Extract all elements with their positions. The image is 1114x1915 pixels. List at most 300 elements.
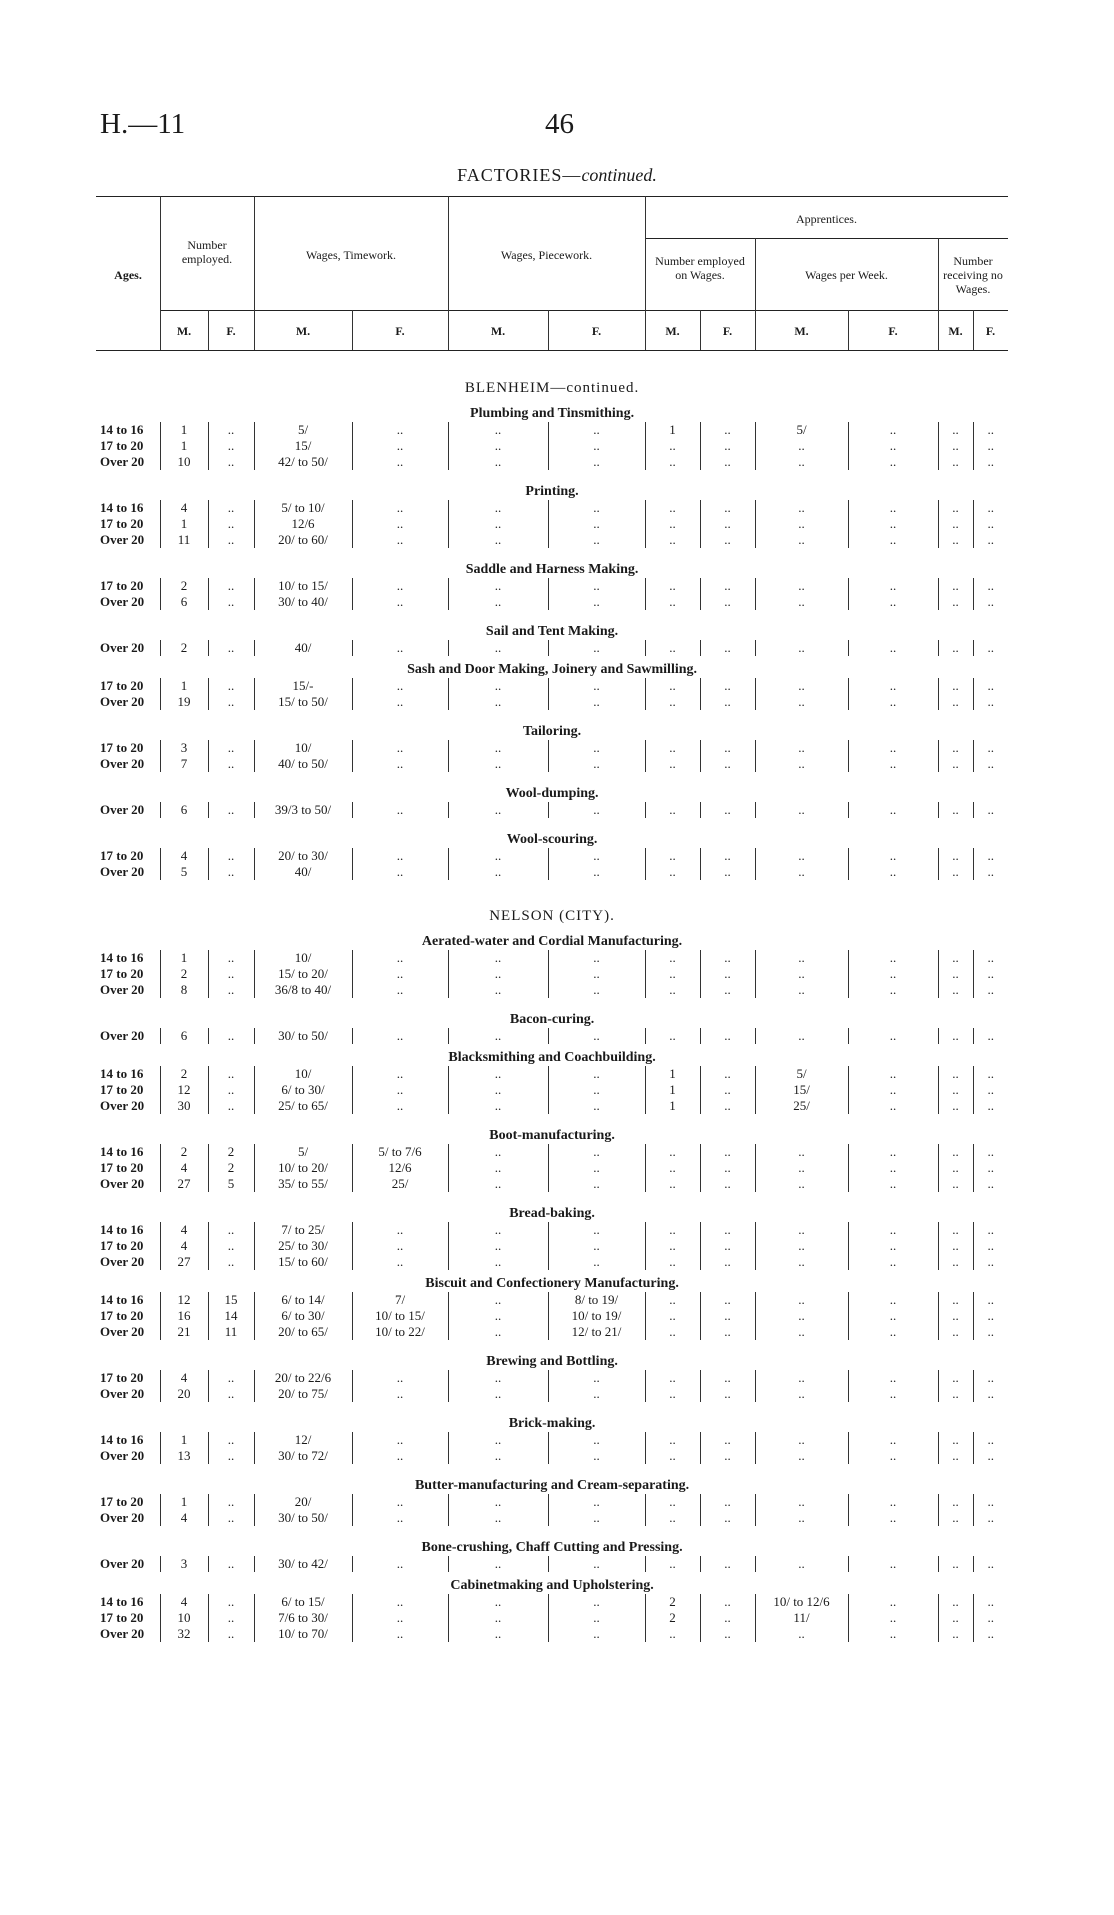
table-row (96, 1324, 1008, 1340)
timework-female-cell: .. (352, 1594, 448, 1610)
employed-male-cell: 4 (160, 1510, 208, 1526)
table-row (96, 1610, 1008, 1626)
employed-female-cell: .. (208, 454, 254, 470)
apprentice-number-male-cell: .. (645, 578, 700, 594)
piecework-male-cell: .. (448, 1160, 548, 1176)
employed-male-cell: 27 (160, 1176, 208, 1192)
age-cell: Over 20 (100, 1386, 145, 1401)
apprentice-wage-male-cell: .. (755, 1386, 848, 1402)
piecework-male-cell: .. (448, 848, 548, 864)
employed-female-cell: .. (208, 1556, 254, 1572)
timework-female-cell: .. (352, 802, 448, 818)
piecework-female-cell: .. (548, 1160, 645, 1176)
no-wage-male-cell: .. (938, 422, 973, 438)
apprentice-wage-female-cell: .. (848, 438, 938, 454)
piecework-male-cell: .. (448, 1370, 548, 1386)
apprentice-wage-male-cell: .. (755, 500, 848, 516)
age-cell: Over 20 (100, 640, 145, 655)
timework-female-cell: .. (352, 1066, 448, 1082)
apprentice-number-female-cell: .. (700, 864, 755, 880)
apprentices-wages-header: Wages per Week. (805, 268, 888, 282)
employed-female-cell: .. (208, 1370, 254, 1386)
age-cell: 14 to 16 (100, 950, 144, 965)
employed-male-cell: 1 (160, 1432, 208, 1448)
apprentice-number-male-cell: 1 (645, 1066, 700, 1082)
age-cell: 17 to 20 (100, 1160, 144, 1175)
employed-male-cell: 1 (160, 516, 208, 532)
industry-heading: Tailoring. (522, 724, 582, 739)
apprentice-number-female-cell: .. (700, 966, 755, 982)
table-row (96, 500, 1008, 516)
timework-male-cell: 15/- (254, 678, 352, 694)
male-subheader: M. (176, 324, 192, 338)
piecework-male-cell: .. (448, 1292, 548, 1308)
no-wage-male-cell: .. (938, 1494, 973, 1510)
apprentice-wage-male-cell: .. (755, 1028, 848, 1044)
timework-female-cell: .. (352, 594, 448, 610)
piecework-female-cell: .. (548, 1610, 645, 1626)
timework-male-cell: 30/ to 50/ (254, 1028, 352, 1044)
timework-female-cell: .. (352, 848, 448, 864)
employed-male-cell: 1 (160, 438, 208, 454)
male-subheader: M. (948, 324, 963, 338)
employed-female-cell: .. (208, 578, 254, 594)
timework-male-cell: 10/ to 70/ (254, 1626, 352, 1642)
apprentice-number-female-cell: .. (700, 594, 755, 610)
apprentice-wage-male-cell: .. (755, 1160, 848, 1176)
apprentice-wage-female-cell: .. (848, 1098, 938, 1114)
apprentice-wage-female-cell: .. (848, 694, 938, 710)
apprentice-wage-female-cell: .. (848, 982, 938, 998)
no-wage-male-cell: .. (938, 1594, 973, 1610)
apprentice-number-male-cell: .. (645, 864, 700, 880)
table-row (96, 1308, 1008, 1324)
timework-male-cell: 10/ to 15/ (254, 578, 352, 594)
apprentice-number-female-cell: .. (700, 1066, 755, 1082)
apprentice-wage-male-cell: 11/ (755, 1610, 848, 1626)
timework-male-cell: 20/ to 30/ (254, 848, 352, 864)
no-wage-male-cell: .. (938, 950, 973, 966)
apprentice-number-male-cell: .. (645, 1176, 700, 1192)
table-row (96, 802, 1008, 818)
apprentice-wage-female-cell: .. (848, 594, 938, 610)
no-wage-male-cell: .. (938, 678, 973, 694)
apprentice-wage-female-cell: .. (848, 1238, 938, 1254)
apprentice-wage-male-cell: .. (755, 1308, 848, 1324)
category-heading-row (96, 1534, 1008, 1556)
no-wage-male-cell: .. (938, 1510, 973, 1526)
age-cell: 17 to 20 (100, 1494, 144, 1509)
table-row (96, 578, 1008, 594)
apprentice-wage-male-cell: .. (755, 1324, 848, 1340)
page-title: FACTORIES—continued. (457, 165, 657, 185)
employed-male-cell: 10 (160, 454, 208, 470)
apprentice-number-female-cell: .. (700, 1510, 755, 1526)
timework-male-cell: 5/ (254, 1144, 352, 1160)
apprentice-number-male-cell: .. (645, 516, 700, 532)
piecework-male-cell: .. (448, 1308, 548, 1324)
apprentices-rule (645, 238, 1008, 239)
apprentice-wage-male-cell: .. (755, 438, 848, 454)
timework-female-cell: .. (352, 500, 448, 516)
no-wage-male-cell: .. (938, 640, 973, 656)
timework-male-cell: 10/ (254, 950, 352, 966)
apprentice-number-female-cell: .. (700, 422, 755, 438)
spacer-row (96, 1192, 1008, 1200)
apprentice-number-female-cell: .. (700, 1144, 755, 1160)
age-cell: 17 to 20 (100, 1610, 144, 1625)
employed-male-cell: 4 (160, 500, 208, 516)
apprentice-wage-female-cell: .. (848, 1324, 938, 1340)
apprentice-number-female-cell: .. (700, 950, 755, 966)
apprentice-wage-female-cell: .. (848, 578, 938, 594)
apprentice-number-female-cell: .. (700, 1028, 755, 1044)
timework-female-cell: .. (352, 422, 448, 438)
industry-heading: Blacksmithing and Coachbuilding. (448, 1050, 656, 1065)
piecework-female-cell: .. (548, 1098, 645, 1114)
piecework-female-cell: .. (548, 1238, 645, 1254)
apprentice-wage-female-cell: .. (848, 1308, 938, 1324)
table-row (96, 1222, 1008, 1238)
employed-female-cell: .. (208, 756, 254, 772)
age-cell: Over 20 (100, 1028, 145, 1043)
piecework-male-cell: .. (448, 1144, 548, 1160)
header-top-rule (96, 196, 1008, 197)
employed-male-cell: 4 (160, 1370, 208, 1386)
no-wage-female-cell: .. (973, 640, 1008, 656)
apprentice-number-female-cell: .. (700, 516, 755, 532)
spacer-row (96, 710, 1008, 718)
no-wage-female-cell: .. (973, 1386, 1008, 1402)
apprentice-number-male-cell: .. (645, 802, 700, 818)
timework-male-cell: 7/ to 25/ (254, 1222, 352, 1238)
piecework-male-cell: .. (448, 594, 548, 610)
table-row (96, 1510, 1008, 1526)
apprentice-number-female-cell: .. (700, 1254, 755, 1270)
apprentice-number-male-cell: .. (645, 640, 700, 656)
no-wage-female-cell: .. (973, 516, 1008, 532)
timework-male-cell: 30/ to 40/ (254, 594, 352, 610)
ages-header: Ages. (114, 268, 142, 282)
piecework-female-cell: .. (548, 1386, 645, 1402)
category-heading-row (96, 718, 1008, 740)
apprentice-number-male-cell: .. (645, 438, 700, 454)
industry-heading: Sail and Tent Making. (485, 624, 619, 639)
no-wage-female-cell: .. (973, 982, 1008, 998)
timework-female-cell: .. (352, 516, 448, 532)
timework-female-cell: .. (352, 454, 448, 470)
apprentice-wage-female-cell: .. (848, 1432, 938, 1448)
apprentice-number-female-cell: .. (700, 1082, 755, 1098)
employed-female-cell: .. (208, 1594, 254, 1610)
age-cell: Over 20 (100, 532, 145, 547)
no-wage-male-cell: .. (938, 1370, 973, 1386)
age-cell: Over 20 (100, 694, 145, 709)
no-wage-male-cell: .. (938, 1066, 973, 1082)
factories-table (96, 352, 1008, 1642)
employed-female-cell: .. (208, 982, 254, 998)
age-cell: 17 to 20 (100, 848, 144, 863)
male-subheader: M. (295, 324, 311, 338)
no-wage-female-cell: .. (973, 1448, 1008, 1464)
age-cell: Over 20 (100, 1556, 145, 1571)
employed-male-cell: 2 (160, 1066, 208, 1082)
timework-male-cell: 5/ (254, 422, 352, 438)
timework-male-cell: 42/ to 50/ (254, 454, 352, 470)
employed-male-cell: 1 (160, 678, 208, 694)
apprentice-number-female-cell: .. (700, 694, 755, 710)
piecework-male-cell: .. (448, 756, 548, 772)
apprentice-wage-female-cell: .. (848, 1370, 938, 1386)
apprentice-number-male-cell: .. (645, 1222, 700, 1238)
no-wage-male-cell: .. (938, 500, 973, 516)
timework-male-cell: 25/ to 65/ (254, 1098, 352, 1114)
no-wage-female-cell: .. (973, 1308, 1008, 1324)
apprentice-number-female-cell: .. (700, 1160, 755, 1176)
female-subheader: F. (985, 324, 996, 338)
piecework-female-cell: .. (548, 848, 645, 864)
no-wage-male-cell: .. (938, 594, 973, 610)
apprentice-number-male-cell: .. (645, 1308, 700, 1324)
apprentice-wage-male-cell: .. (755, 802, 848, 818)
spacer-cell (96, 710, 1008, 718)
employed-male-cell: 32 (160, 1626, 208, 1642)
industry-heading: Bacon-curing. (509, 1012, 595, 1027)
industry-heading: Biscuit and Confectionery Manufacturing. (425, 1276, 679, 1291)
no-wage-male-cell: .. (938, 694, 973, 710)
employed-male-cell: 12 (160, 1082, 208, 1098)
piecework-female-cell: .. (548, 950, 645, 966)
category-heading-row (96, 478, 1008, 500)
industry-heading: Bread-baking. (509, 1206, 595, 1221)
age-cell: 17 to 20 (100, 740, 144, 755)
no-wage-male-cell: .. (938, 1222, 973, 1238)
apprentice-wage-male-cell: .. (755, 594, 848, 610)
timework-female-cell: .. (352, 756, 448, 772)
age-cell: Over 20 (100, 1626, 145, 1641)
category-heading-row (96, 1572, 1008, 1594)
piecework-male-cell: .. (448, 1494, 548, 1510)
age-cell: 17 to 20 (100, 1082, 144, 1097)
apprentice-wage-male-cell: .. (755, 516, 848, 532)
no-wage-female-cell: .. (973, 1292, 1008, 1308)
apprentices-header: Apprentices. (796, 212, 857, 226)
piecework-female-cell: .. (548, 1370, 645, 1386)
age-cell: 17 to 20 (100, 1238, 144, 1253)
employed-female-cell: 14 (208, 1308, 254, 1324)
timework-male-cell: 20/ to 65/ (254, 1324, 352, 1340)
no-wage-female-cell: .. (973, 1494, 1008, 1510)
table-row (96, 422, 1008, 438)
category-heading-row (96, 1270, 1008, 1292)
category-heading-row (96, 1044, 1008, 1066)
table-row (96, 1594, 1008, 1610)
no-wage-female-cell: .. (973, 864, 1008, 880)
table-row (96, 1556, 1008, 1572)
piecework-male-cell: .. (448, 1066, 548, 1082)
timework-male-cell: 20/ (254, 1494, 352, 1510)
employed-female-cell: .. (208, 594, 254, 610)
no-wage-male-cell: .. (938, 1176, 973, 1192)
apprentice-number-female-cell: .. (700, 532, 755, 548)
apprentice-wage-male-cell: .. (755, 1238, 848, 1254)
piecework-female-cell: .. (548, 1082, 645, 1098)
timework-female-cell: .. (352, 1556, 448, 1572)
age-cell: 14 to 16 (100, 1292, 144, 1307)
timework-female-cell: .. (352, 694, 448, 710)
age-cell: 17 to 20 (100, 966, 144, 981)
piecework-male-cell: .. (448, 422, 548, 438)
no-wage-male-cell: .. (938, 1098, 973, 1114)
table-row (96, 1082, 1008, 1098)
age-cell: 17 to 20 (100, 438, 144, 453)
timework-male-cell: 6/ to 30/ (254, 1082, 352, 1098)
apprentice-number-male-cell: .. (645, 966, 700, 982)
district-heading: BLENHEIM—continued. (464, 380, 640, 396)
timework-male-cell: 15/ (254, 438, 352, 454)
piecework-male-cell: .. (448, 438, 548, 454)
category-heading-row (96, 1410, 1008, 1432)
apprentice-wage-male-cell: .. (755, 1494, 848, 1510)
table-row (96, 1254, 1008, 1270)
piecework-female-cell: .. (548, 532, 645, 548)
apprentice-number-male-cell: .. (645, 1160, 700, 1176)
apprentice-number-male-cell: .. (645, 694, 700, 710)
timework-female-cell: .. (352, 864, 448, 880)
no-wage-female-cell: .. (973, 422, 1008, 438)
timework-male-cell: 39/3 to 50/ (254, 802, 352, 818)
apprentice-number-female-cell: .. (700, 1370, 755, 1386)
apprentice-number-male-cell: .. (645, 1370, 700, 1386)
piecework-female-cell: .. (548, 438, 645, 454)
industry-heading: Boot-manufacturing. (489, 1128, 615, 1143)
timework-male-cell: 15/ to 50/ (254, 694, 352, 710)
no-wage-male-cell: .. (938, 454, 973, 470)
section-heading (96, 352, 1008, 400)
apprentice-number-male-cell: .. (645, 1510, 700, 1526)
employed-female-cell: .. (208, 640, 254, 656)
employed-female-cell: .. (208, 500, 254, 516)
apprentice-number-female-cell: .. (700, 1386, 755, 1402)
employed-female-cell: .. (208, 1610, 254, 1626)
no-wage-female-cell: .. (973, 1626, 1008, 1642)
spacer-cell (96, 470, 1008, 478)
no-wage-male-cell: .. (938, 532, 973, 548)
no-wage-male-cell: .. (938, 1144, 973, 1160)
timework-female-cell: .. (352, 1254, 448, 1270)
timework-female-cell: 10/ to 22/ (352, 1324, 448, 1340)
employed-male-cell: 27 (160, 1254, 208, 1270)
no-wage-female-cell: .. (973, 454, 1008, 470)
employed-male-cell: 1 (160, 1494, 208, 1510)
employed-male-cell: 10 (160, 1610, 208, 1626)
employed-male-cell: 2 (160, 966, 208, 982)
piecework-female-cell: .. (548, 594, 645, 610)
category-heading-row (96, 656, 1008, 678)
employed-female-cell: .. (208, 1082, 254, 1098)
piecework-female-cell: .. (548, 640, 645, 656)
spacer-cell (96, 998, 1008, 1006)
header-bottom-rule (96, 350, 1008, 351)
piecework-male-cell: .. (448, 1222, 548, 1238)
piecework-male-cell: .. (448, 1610, 548, 1626)
piecework-male-cell: .. (448, 950, 548, 966)
employed-female-cell: .. (208, 1066, 254, 1082)
female-subheader: F. (395, 324, 405, 338)
no-wage-female-cell: .. (973, 1082, 1008, 1098)
employed-male-cell: 21 (160, 1324, 208, 1340)
apprentice-wage-female-cell: .. (848, 756, 938, 772)
age-cell: 17 to 20 (100, 516, 144, 531)
category-heading-row (96, 400, 1008, 422)
spacer-row (96, 1340, 1008, 1348)
apprentice-number-female-cell: .. (700, 1238, 755, 1254)
no-wage-female-cell: .. (973, 1510, 1008, 1526)
no-wage-male-cell: .. (938, 1626, 973, 1642)
employed-female-cell: .. (208, 694, 254, 710)
no-wage-female-cell: .. (973, 756, 1008, 772)
apprentice-wage-female-cell: .. (848, 1066, 938, 1082)
apprentice-wage-female-cell: .. (848, 1386, 938, 1402)
spacer-cell (96, 1526, 1008, 1534)
apprentice-number-female-cell: .. (700, 1594, 755, 1610)
apprentice-number-female-cell: .. (700, 500, 755, 516)
timework-male-cell: 20/ to 75/ (254, 1386, 352, 1402)
apprentice-number-female-cell: .. (700, 740, 755, 756)
employed-male-cell: 12 (160, 1292, 208, 1308)
piecework-male-cell: .. (448, 578, 548, 594)
employed-female-cell: .. (208, 848, 254, 864)
timework-male-cell: 20/ to 22/6 (254, 1370, 352, 1386)
apprentice-wage-female-cell: .. (848, 1176, 938, 1192)
piecework-male-cell: .. (448, 982, 548, 998)
no-wage-female-cell: .. (973, 500, 1008, 516)
employed-female-cell: 15 (208, 1292, 254, 1308)
spacer-cell (96, 1114, 1008, 1122)
piecework-female-cell: .. (548, 694, 645, 710)
piecework-female-cell: 12/ to 21/ (548, 1324, 645, 1340)
category-heading-row (96, 1348, 1008, 1370)
no-wage-female-cell: .. (973, 848, 1008, 864)
no-wage-female-cell: .. (973, 1176, 1008, 1192)
piecework-male-cell: .. (448, 966, 548, 982)
no-wage-female-cell: .. (973, 966, 1008, 982)
no-wage-male-cell: .. (938, 966, 973, 982)
apprentice-wage-male-cell: .. (755, 454, 848, 470)
female-subheader: F. (888, 324, 898, 338)
timework-male-cell: 15/ to 20/ (254, 966, 352, 982)
timework-female-cell: .. (352, 1610, 448, 1626)
age-cell: Over 20 (100, 802, 145, 817)
table-row (96, 1098, 1008, 1114)
apprentice-wage-female-cell: .. (848, 678, 938, 694)
age-cell: 17 to 20 (100, 578, 144, 593)
piecework-male-cell: .. (448, 694, 548, 710)
table-row (96, 1066, 1008, 1082)
apprentice-wage-male-cell: .. (755, 756, 848, 772)
piecework-female-cell: .. (548, 1494, 645, 1510)
apprentice-number-female-cell: .. (700, 1626, 755, 1642)
no-wage-female-cell: .. (973, 1222, 1008, 1238)
category-heading-row (96, 1200, 1008, 1222)
employed-male-cell: 2 (160, 640, 208, 656)
timework-female-cell: .. (352, 1510, 448, 1526)
timework-male-cell: 6/ to 14/ (254, 1292, 352, 1308)
spacer-cell (96, 1192, 1008, 1200)
female-subheader: F. (591, 324, 602, 338)
apprentice-wage-male-cell: .. (755, 982, 848, 998)
apprentice-number-female-cell: .. (700, 1308, 755, 1324)
